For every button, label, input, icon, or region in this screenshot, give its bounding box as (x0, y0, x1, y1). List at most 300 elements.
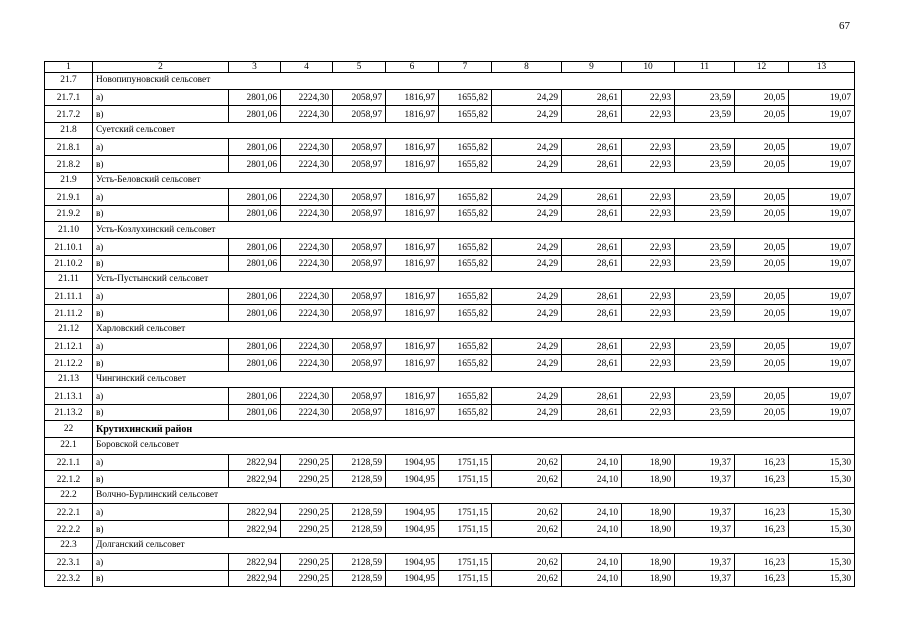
value-cell: 23,59 (675, 205, 735, 222)
value-cell: 2058,97 (333, 338, 386, 355)
section-name: Усть-Пустынский сельсовет (93, 272, 855, 289)
column-number-cell: 8 (492, 62, 562, 73)
table-row (45, 139, 855, 156)
row-code: 21.10.1 (45, 238, 93, 255)
value-cell: 24,29 (492, 338, 562, 355)
value-cell: 20,05 (735, 255, 789, 272)
table-row (45, 554, 855, 571)
value-cell: 1816,97 (386, 89, 439, 106)
value-cell: 24,10 (562, 504, 622, 521)
value-cell: 1904,95 (386, 454, 439, 471)
value-cell: 20,05 (735, 388, 789, 405)
value-cell: 1816,97 (386, 388, 439, 405)
value-cell: 1904,95 (386, 554, 439, 571)
region-row (45, 421, 855, 438)
value-cell: 20,62 (492, 471, 562, 488)
row-code: 21.8 (45, 122, 93, 139)
value-cell: 19,07 (789, 355, 855, 372)
value-cell: 1904,95 (386, 570, 439, 587)
value-cell: 15,30 (789, 471, 855, 488)
value-cell: 2058,97 (333, 89, 386, 106)
value-cell: 1816,97 (386, 338, 439, 355)
column-number-cell: 1 (45, 62, 93, 73)
value-cell: 19,07 (789, 189, 855, 206)
column-number-cell: 10 (622, 62, 675, 73)
value-cell: 2058,97 (333, 305, 386, 322)
value-cell: 19,07 (789, 89, 855, 106)
value-cell: 19,07 (789, 404, 855, 421)
value-cell: 24,29 (492, 189, 562, 206)
value-cell: 1816,97 (386, 205, 439, 222)
value-cell: 2058,97 (333, 404, 386, 421)
value-cell: 22,93 (622, 388, 675, 405)
value-cell: 19,07 (789, 139, 855, 156)
value-cell: 19,07 (789, 305, 855, 322)
table-row (45, 504, 855, 521)
row-code: 21.10.2 (45, 255, 93, 272)
value-cell: 1904,95 (386, 471, 439, 488)
value-cell: 20,05 (735, 404, 789, 421)
value-cell: 1816,97 (386, 106, 439, 123)
value-cell: 28,61 (562, 89, 622, 106)
value-cell: 20,05 (735, 189, 789, 206)
section-name: Усть-Беловский сельсовет (93, 172, 855, 189)
table-row (45, 404, 855, 421)
row-label: а) (93, 554, 229, 571)
value-cell: 1816,97 (386, 355, 439, 372)
value-cell: 16,23 (735, 570, 789, 587)
section-name: Боровской сельсовет (93, 438, 855, 455)
value-cell: 2224,30 (281, 106, 333, 123)
value-cell: 20,62 (492, 570, 562, 587)
value-cell: 24,29 (492, 139, 562, 156)
section-name: Волчно-Бурлинский сельсовет (93, 487, 855, 504)
table-row (45, 238, 855, 255)
section-row (45, 321, 855, 338)
value-cell: 2224,30 (281, 404, 333, 421)
table-row (45, 89, 855, 106)
column-number-cell: 13 (789, 62, 855, 73)
row-code: 21.12.2 (45, 355, 93, 372)
value-cell: 23,59 (675, 305, 735, 322)
value-cell: 19,07 (789, 255, 855, 272)
column-number-row (45, 62, 855, 73)
value-cell: 2290,25 (281, 521, 333, 538)
region-name: Крутихинский район (93, 421, 855, 438)
table-row (45, 388, 855, 405)
value-cell: 28,61 (562, 155, 622, 172)
row-code: 21.13 (45, 371, 93, 388)
value-cell: 28,61 (562, 238, 622, 255)
value-cell: 2058,97 (333, 189, 386, 206)
row-label: в) (93, 106, 229, 123)
value-cell: 1655,82 (439, 139, 492, 156)
value-cell: 22,93 (622, 89, 675, 106)
value-cell: 19,07 (789, 106, 855, 123)
value-cell: 2801,06 (229, 255, 281, 272)
value-cell: 24,29 (492, 288, 562, 305)
value-cell: 28,61 (562, 288, 622, 305)
value-cell: 1655,82 (439, 189, 492, 206)
value-cell: 20,05 (735, 238, 789, 255)
value-cell: 15,30 (789, 454, 855, 471)
value-cell: 23,59 (675, 355, 735, 372)
value-cell: 2801,06 (229, 139, 281, 156)
value-cell: 19,37 (675, 521, 735, 538)
value-cell: 1751,15 (439, 554, 492, 571)
value-cell: 1655,82 (439, 355, 492, 372)
row-code: 22.1.2 (45, 471, 93, 488)
value-cell: 1655,82 (439, 388, 492, 405)
value-cell: 28,61 (562, 388, 622, 405)
row-label: а) (93, 288, 229, 305)
value-cell: 2224,30 (281, 355, 333, 372)
column-number-cell: 9 (562, 62, 622, 73)
row-code: 22.3.2 (45, 570, 93, 587)
value-cell: 2224,30 (281, 189, 333, 206)
value-cell: 20,05 (735, 205, 789, 222)
value-cell: 22,93 (622, 106, 675, 123)
value-cell: 15,30 (789, 504, 855, 521)
section-row (45, 438, 855, 455)
value-cell: 2801,06 (229, 89, 281, 106)
value-cell: 1751,15 (439, 570, 492, 587)
value-cell: 20,05 (735, 155, 789, 172)
section-name: Долганский сельсовет (93, 537, 855, 554)
row-code: 21.9 (45, 172, 93, 189)
column-number-cell: 7 (439, 62, 492, 73)
value-cell: 2801,06 (229, 189, 281, 206)
value-cell: 23,59 (675, 106, 735, 123)
value-cell: 19,37 (675, 504, 735, 521)
table-row (45, 106, 855, 123)
value-cell: 1655,82 (439, 255, 492, 272)
row-label: в) (93, 570, 229, 587)
value-cell: 24,29 (492, 255, 562, 272)
value-cell: 24,29 (492, 305, 562, 322)
value-cell: 20,05 (735, 355, 789, 372)
table-row (45, 521, 855, 538)
value-cell: 1816,97 (386, 189, 439, 206)
row-label: в) (93, 305, 229, 322)
row-label: в) (93, 355, 229, 372)
row-label: в) (93, 521, 229, 538)
value-cell: 24,29 (492, 355, 562, 372)
value-cell: 24,10 (562, 454, 622, 471)
value-cell: 20,05 (735, 89, 789, 106)
value-cell: 2801,06 (229, 288, 281, 305)
row-label: в) (93, 205, 229, 222)
value-cell: 24,10 (562, 554, 622, 571)
value-cell: 18,90 (622, 454, 675, 471)
value-cell: 2801,06 (229, 388, 281, 405)
value-cell: 28,61 (562, 139, 622, 156)
value-cell: 16,23 (735, 454, 789, 471)
value-cell: 16,23 (735, 521, 789, 538)
section-name: Новопипуновский сельсовет (93, 73, 855, 90)
value-cell: 19,07 (789, 155, 855, 172)
value-cell: 28,61 (562, 338, 622, 355)
row-label: а) (93, 189, 229, 206)
value-cell: 1904,95 (386, 504, 439, 521)
value-cell: 23,59 (675, 255, 735, 272)
value-cell: 23,59 (675, 189, 735, 206)
value-cell: 16,23 (735, 471, 789, 488)
value-cell: 23,59 (675, 388, 735, 405)
value-cell: 2801,06 (229, 106, 281, 123)
row-label: а) (93, 89, 229, 106)
value-cell: 1816,97 (386, 255, 439, 272)
value-cell: 28,61 (562, 189, 622, 206)
value-cell: 2822,94 (229, 454, 281, 471)
page-number: 67 (839, 20, 850, 32)
row-code: 22.2 (45, 487, 93, 504)
value-cell: 28,61 (562, 205, 622, 222)
column-number-cell: 3 (229, 62, 281, 73)
value-cell: 19,37 (675, 454, 735, 471)
value-cell: 24,29 (492, 89, 562, 106)
value-cell: 20,62 (492, 454, 562, 471)
value-cell: 22,93 (622, 288, 675, 305)
value-cell: 22,93 (622, 355, 675, 372)
value-cell: 1655,82 (439, 106, 492, 123)
value-cell: 2224,30 (281, 288, 333, 305)
value-cell: 1751,15 (439, 504, 492, 521)
value-cell: 2801,06 (229, 305, 281, 322)
column-number-cell: 5 (333, 62, 386, 73)
value-cell: 18,90 (622, 554, 675, 571)
value-cell: 2224,30 (281, 155, 333, 172)
value-cell: 1655,82 (439, 404, 492, 421)
row-label: в) (93, 471, 229, 488)
table-row (45, 288, 855, 305)
value-cell: 2224,30 (281, 338, 333, 355)
value-cell: 23,59 (675, 89, 735, 106)
value-cell: 20,05 (735, 139, 789, 156)
value-cell: 2128,59 (333, 521, 386, 538)
value-cell: 2290,25 (281, 570, 333, 587)
table-row (45, 570, 855, 587)
value-cell: 24,10 (562, 521, 622, 538)
value-cell: 24,29 (492, 205, 562, 222)
row-code: 21.9.1 (45, 189, 93, 206)
value-cell: 2801,06 (229, 404, 281, 421)
row-code: 21.11 (45, 272, 93, 289)
row-code: 22.3.1 (45, 554, 93, 571)
value-cell: 1751,15 (439, 471, 492, 488)
value-cell: 22,93 (622, 189, 675, 206)
value-cell: 28,61 (562, 355, 622, 372)
table-body (45, 62, 855, 587)
value-cell: 23,59 (675, 155, 735, 172)
value-cell: 2822,94 (229, 471, 281, 488)
value-cell: 24,29 (492, 238, 562, 255)
row-label: а) (93, 454, 229, 471)
value-cell: 28,61 (562, 404, 622, 421)
value-cell: 28,61 (562, 106, 622, 123)
value-cell: 1904,95 (386, 521, 439, 538)
value-cell: 2128,59 (333, 471, 386, 488)
value-cell: 2290,25 (281, 454, 333, 471)
value-cell: 22,93 (622, 404, 675, 421)
value-cell: 20,05 (735, 106, 789, 123)
value-cell: 18,90 (622, 570, 675, 587)
table-row (45, 355, 855, 372)
value-cell: 15,30 (789, 554, 855, 571)
value-cell: 1816,97 (386, 155, 439, 172)
value-cell: 2058,97 (333, 106, 386, 123)
value-cell: 2128,59 (333, 554, 386, 571)
table-row (45, 205, 855, 222)
row-label: в) (93, 404, 229, 421)
tariff-table (44, 61, 855, 587)
value-cell: 20,05 (735, 288, 789, 305)
value-cell: 20,62 (492, 504, 562, 521)
value-cell: 19,37 (675, 471, 735, 488)
value-cell: 1816,97 (386, 404, 439, 421)
value-cell: 22,93 (622, 305, 675, 322)
value-cell: 22,93 (622, 205, 675, 222)
row-code: 21.7.1 (45, 89, 93, 106)
value-cell: 2801,06 (229, 338, 281, 355)
value-cell: 16,23 (735, 504, 789, 521)
section-name: Харловский сельсовет (93, 321, 855, 338)
row-code: 22.3 (45, 537, 93, 554)
value-cell: 22,93 (622, 139, 675, 156)
value-cell: 19,07 (789, 288, 855, 305)
value-cell: 1751,15 (439, 454, 492, 471)
column-number-cell: 4 (281, 62, 333, 73)
row-label: в) (93, 255, 229, 272)
value-cell: 23,59 (675, 139, 735, 156)
row-label: а) (93, 238, 229, 255)
column-number-cell: 6 (386, 62, 439, 73)
row-code: 21.13.1 (45, 388, 93, 405)
value-cell: 1655,82 (439, 205, 492, 222)
row-code: 21.11.1 (45, 288, 93, 305)
value-cell: 2058,97 (333, 205, 386, 222)
value-cell: 18,90 (622, 504, 675, 521)
table-row (45, 454, 855, 471)
section-row (45, 371, 855, 388)
section-row (45, 487, 855, 504)
value-cell: 2290,25 (281, 471, 333, 488)
value-cell: 28,61 (562, 255, 622, 272)
value-cell: 24,29 (492, 106, 562, 123)
row-code: 21.12 (45, 321, 93, 338)
value-cell: 2224,30 (281, 388, 333, 405)
table-row (45, 189, 855, 206)
section-row (45, 537, 855, 554)
row-label: а) (93, 338, 229, 355)
value-cell: 2128,59 (333, 504, 386, 521)
value-cell: 1655,82 (439, 288, 492, 305)
row-code: 22.2.2 (45, 521, 93, 538)
row-label: а) (93, 504, 229, 521)
value-cell: 1816,97 (386, 305, 439, 322)
column-number-cell: 11 (675, 62, 735, 73)
value-cell: 1751,15 (439, 521, 492, 538)
value-cell: 2224,30 (281, 255, 333, 272)
row-code: 21.11.2 (45, 305, 93, 322)
value-cell: 22,93 (622, 255, 675, 272)
value-cell: 24,29 (492, 155, 562, 172)
value-cell: 2290,25 (281, 504, 333, 521)
section-name: Усть-Козлухинский сельсовет (93, 222, 855, 239)
value-cell: 2224,30 (281, 139, 333, 156)
value-cell: 2058,97 (333, 238, 386, 255)
value-cell: 2290,25 (281, 554, 333, 571)
value-cell: 18,90 (622, 471, 675, 488)
section-name: Чингинский сельсовет (93, 371, 855, 388)
value-cell: 23,59 (675, 288, 735, 305)
value-cell: 2058,97 (333, 355, 386, 372)
value-cell: 18,90 (622, 521, 675, 538)
value-cell: 1816,97 (386, 288, 439, 305)
value-cell: 23,59 (675, 404, 735, 421)
section-row (45, 122, 855, 139)
value-cell: 20,62 (492, 521, 562, 538)
value-cell: 1655,82 (439, 89, 492, 106)
value-cell: 22,93 (622, 155, 675, 172)
value-cell: 2058,97 (333, 388, 386, 405)
value-cell: 1816,97 (386, 238, 439, 255)
value-cell: 2822,94 (229, 521, 281, 538)
value-cell: 2801,06 (229, 355, 281, 372)
value-cell: 24,10 (562, 471, 622, 488)
row-code: 21.8.1 (45, 139, 93, 156)
value-cell: 24,29 (492, 388, 562, 405)
value-cell: 2224,30 (281, 238, 333, 255)
value-cell: 2822,94 (229, 504, 281, 521)
value-cell: 23,59 (675, 238, 735, 255)
value-cell: 2801,06 (229, 155, 281, 172)
row-code: 22.2.1 (45, 504, 93, 521)
value-cell: 19,07 (789, 338, 855, 355)
value-cell: 19,07 (789, 388, 855, 405)
value-cell: 2224,30 (281, 89, 333, 106)
row-code: 22.1 (45, 438, 93, 455)
value-cell: 1655,82 (439, 238, 492, 255)
value-cell: 28,61 (562, 305, 622, 322)
column-number-cell: 2 (93, 62, 229, 73)
table-row (45, 155, 855, 172)
value-cell: 23,59 (675, 338, 735, 355)
value-cell: 2801,06 (229, 205, 281, 222)
value-cell: 2058,97 (333, 288, 386, 305)
row-code: 21.9.2 (45, 205, 93, 222)
value-cell: 2128,59 (333, 454, 386, 471)
table-row (45, 255, 855, 272)
value-cell: 19,07 (789, 238, 855, 255)
value-cell: 2822,94 (229, 554, 281, 571)
row-code: 21.7 (45, 73, 93, 90)
row-code: 21.8.2 (45, 155, 93, 172)
value-cell: 22,93 (622, 238, 675, 255)
row-code: 21.12.1 (45, 338, 93, 355)
row-label: а) (93, 139, 229, 156)
value-cell: 1816,97 (386, 139, 439, 156)
value-cell: 22,93 (622, 338, 675, 355)
value-cell: 19,07 (789, 205, 855, 222)
row-label: а) (93, 388, 229, 405)
value-cell: 2822,94 (229, 570, 281, 587)
column-number-cell: 12 (735, 62, 789, 73)
value-cell: 1655,82 (439, 155, 492, 172)
row-code: 21.7.2 (45, 106, 93, 123)
value-cell: 2058,97 (333, 255, 386, 272)
row-code: 21.13.2 (45, 404, 93, 421)
